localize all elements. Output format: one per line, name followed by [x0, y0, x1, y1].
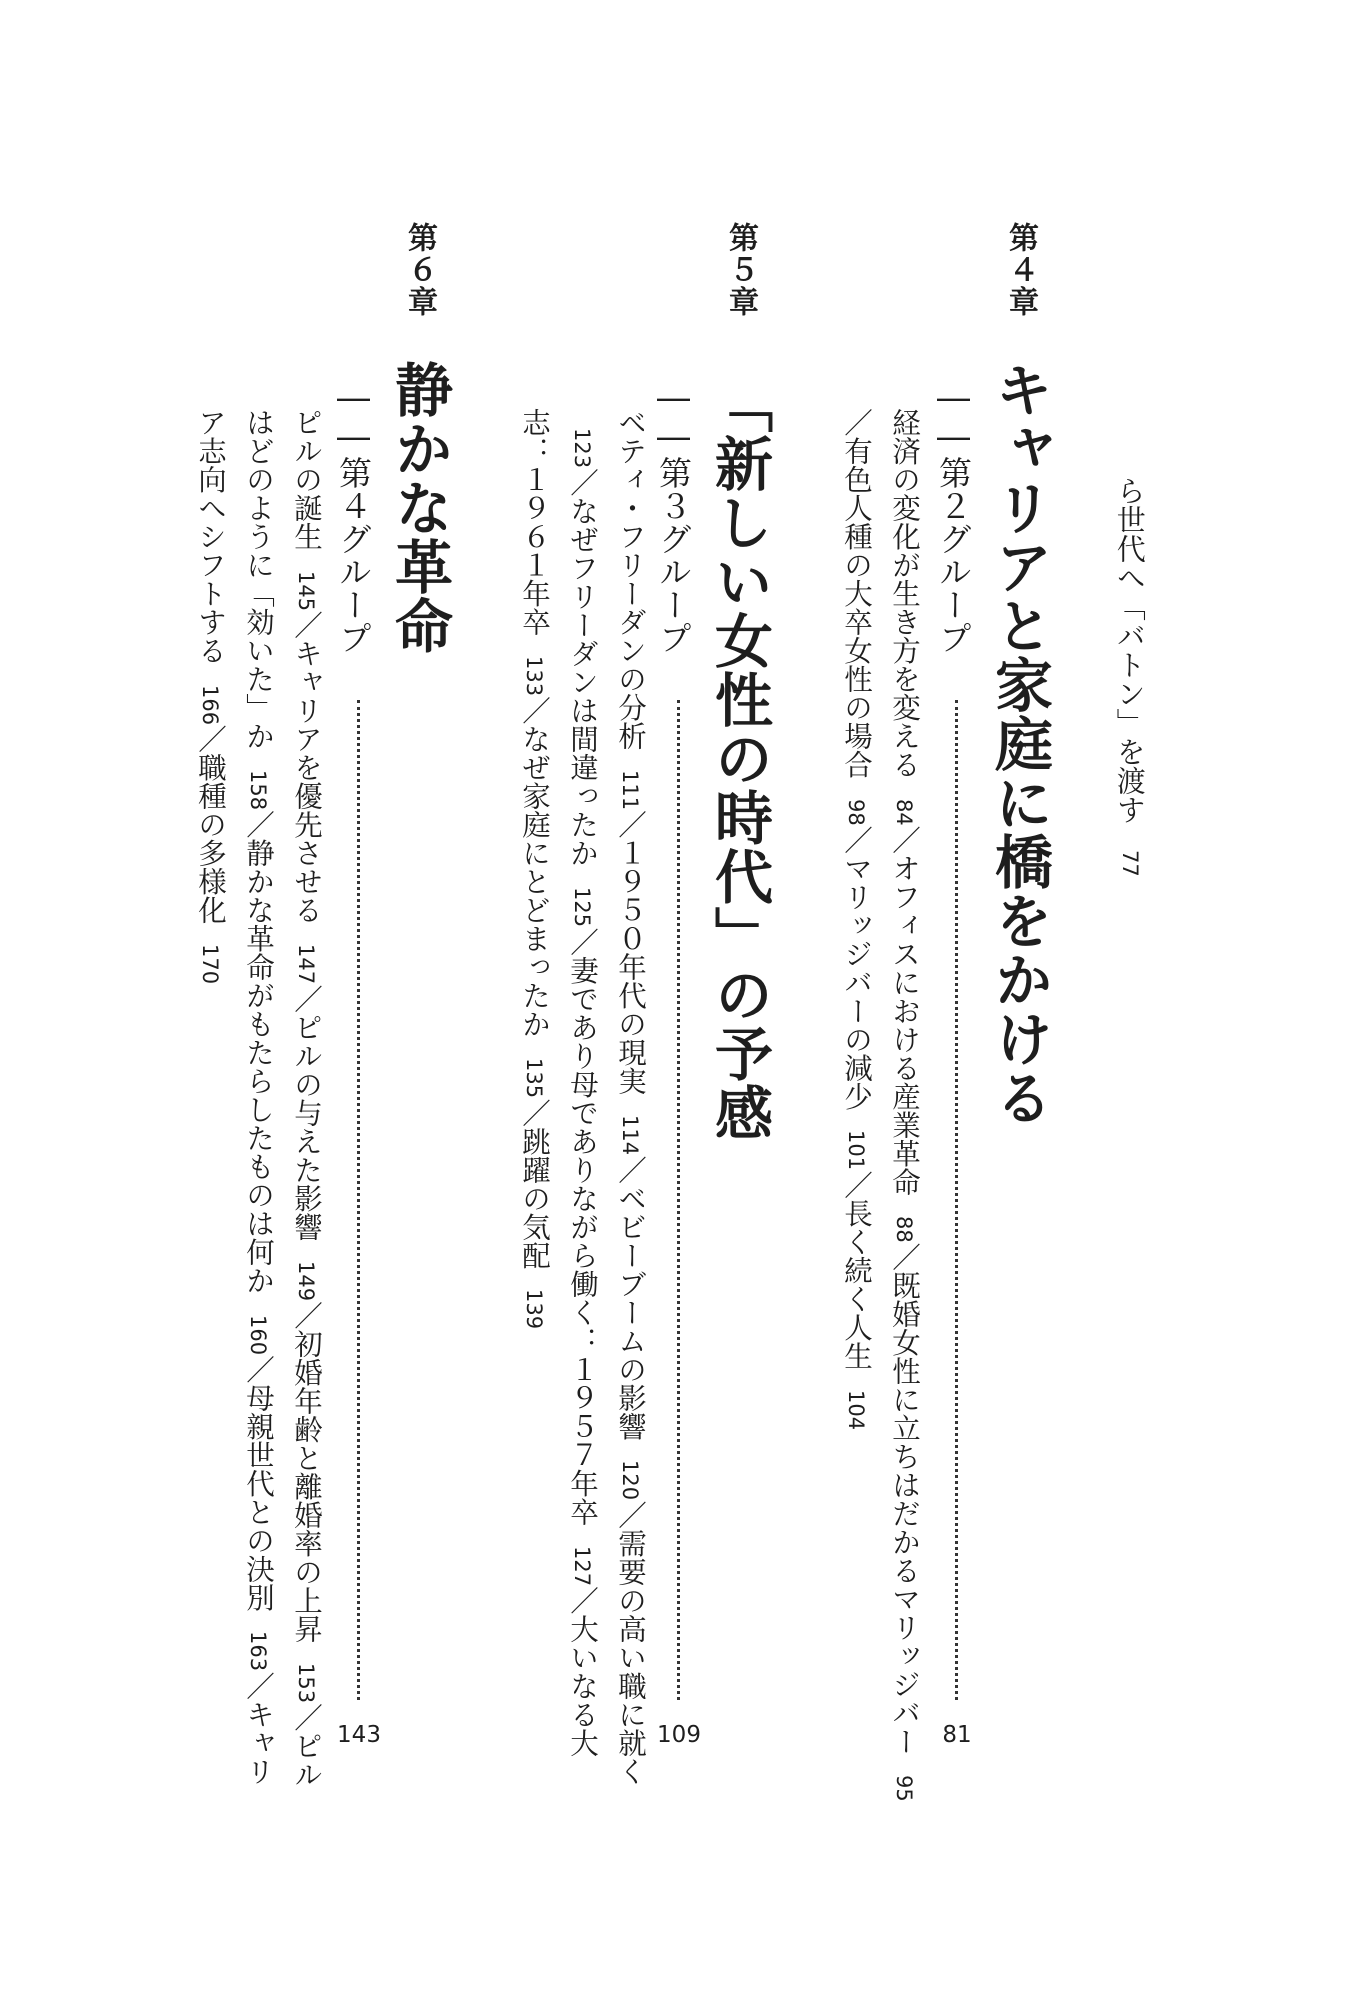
separator: ／ — [888, 1242, 921, 1271]
chapter-end-page: 81 — [942, 1722, 972, 1748]
section-title: 妻であり母でありながら働く：１９５７年卒 — [566, 955, 599, 1526]
section-list — [832, 408, 928, 1803]
separator: ／ — [840, 825, 873, 854]
section-page-number: 135 — [522, 1058, 546, 1099]
separator: ／ — [840, 1170, 873, 1199]
section-page-number: 125 — [570, 887, 594, 928]
section-page-number: 120 — [618, 1460, 642, 1501]
section-title: キャリア志向へシフトする — [194, 408, 275, 1786]
section-page-number: 160 — [246, 1314, 270, 1355]
continuation-page-number: 77 — [1117, 850, 1142, 877]
section-title: 母親世代との決別 — [242, 1383, 275, 1612]
separator: ／ — [566, 927, 599, 956]
separator: ／ — [614, 1500, 647, 1529]
section-title: ピルの与えた影響 — [290, 1012, 323, 1241]
dotted-leader — [677, 700, 680, 1700]
section-page-number: 114 — [618, 1115, 642, 1156]
separator: ／ — [194, 724, 227, 754]
section-page-number: 147 — [294, 944, 318, 985]
separator: ／ — [290, 1300, 323, 1330]
section-list — [510, 408, 654, 1803]
chapter-title: 「新しい女性の時代」の予感 — [705, 375, 773, 1142]
section-page-number: 123 — [570, 428, 594, 469]
section-title: 経済の変化が生き方を変える — [888, 408, 921, 779]
section-title: 職種の多様化 — [194, 753, 227, 925]
section-page-number: 166 — [198, 684, 222, 725]
dotted-leader — [357, 700, 360, 1700]
section-title: オフィスにおける産業革命 — [888, 853, 921, 1196]
section-page-number: 88 — [892, 1215, 916, 1243]
section-page-number: 139 — [522, 1289, 546, 1330]
section-page-number: 133 — [522, 656, 546, 697]
chapter-subtitle: ――第３グループ — [654, 378, 693, 654]
section-page-number: 111 — [618, 770, 642, 811]
separator: ／ — [566, 1585, 599, 1615]
section-title: 長く続く人生 — [840, 1198, 873, 1370]
section-title: ベティ・フリーダンの分析 — [614, 408, 647, 750]
section-title: 大いなる大志：１９６１年卒 — [518, 408, 599, 1757]
section-title: ピルはどのように「効いた」か — [242, 408, 323, 1789]
separator: ／ — [614, 1155, 647, 1184]
separator: ／ — [614, 810, 647, 839]
section-title: １９５０年代の現実 — [614, 838, 647, 1096]
section-list — [186, 408, 330, 1803]
separator: ／ — [566, 468, 599, 497]
section-page-number: 127 — [570, 1545, 594, 1586]
section-title: 初婚年齢と離婚率の上昇 — [290, 1329, 323, 1643]
chapter-title: 静かな革命 — [385, 360, 453, 655]
section-title: 需要の高い職に就く — [614, 1528, 647, 1786]
section-title: ベビーブームの影響 — [614, 1183, 647, 1441]
section-title: 有色人種の大卒女性の場合 — [840, 436, 873, 779]
section-title: 静かな革命がもたらしたものは何か — [242, 838, 275, 1295]
section-page-number: 158 — [246, 770, 270, 811]
separator: ／ — [290, 984, 323, 1013]
chapter-end-page: 143 — [337, 1722, 381, 1748]
separator: ／ — [518, 1098, 551, 1127]
section-title: マリッジバーの減少 — [840, 853, 873, 1111]
separator: ／ — [840, 408, 873, 437]
section-title: キャリアを優先させる — [290, 639, 323, 925]
section-title: なぜ家庭にとどまったか — [518, 724, 551, 1039]
continuation-line — [1112, 408, 1182, 877]
separator: ／ — [242, 1354, 275, 1384]
section-page-number: 149 — [294, 1260, 318, 1301]
chapter-subtitle: ――第４グループ — [334, 378, 373, 654]
chapter-subtitle: ――第２グループ — [934, 378, 973, 654]
section-page-number: 163 — [246, 1631, 270, 1672]
chapter-title: キャリアと家庭に橋をかける — [985, 360, 1053, 1127]
section-page-number: 153 — [294, 1662, 318, 1703]
separator: ／ — [888, 825, 921, 854]
continuation-text: ら世代へ「バトン」を渡す — [1112, 476, 1147, 824]
separator: ／ — [242, 1671, 275, 1700]
section-page-number: 95 — [892, 1775, 916, 1803]
section-page-number: 101 — [844, 1130, 868, 1171]
section-page-number: 84 — [892, 798, 916, 826]
section-title: 既婚女性に立ちはだかるマリッジバー — [888, 1270, 921, 1756]
chapter-label: 第４章 — [1003, 222, 1038, 318]
separator: ／ — [290, 1702, 323, 1732]
section-page-number: 98 — [844, 798, 868, 826]
section-title: なぜフリーダンは間違ったか — [566, 496, 599, 868]
chapter-label: 第５章 — [723, 222, 758, 318]
section-page-number: 104 — [844, 1389, 868, 1430]
separator: ／ — [290, 610, 323, 640]
separator: ／ — [242, 810, 275, 839]
dotted-leader — [955, 700, 958, 1700]
section-title: 跳躍の気配 — [518, 1126, 551, 1270]
chapter-end-page: 109 — [657, 1722, 701, 1748]
chapter-label: 第６章 — [402, 222, 437, 318]
section-title: ピルの誕生 — [290, 408, 323, 551]
section-page-number: 170 — [198, 944, 222, 985]
section-page-number: 145 — [294, 570, 318, 611]
separator: ／ — [518, 696, 551, 725]
